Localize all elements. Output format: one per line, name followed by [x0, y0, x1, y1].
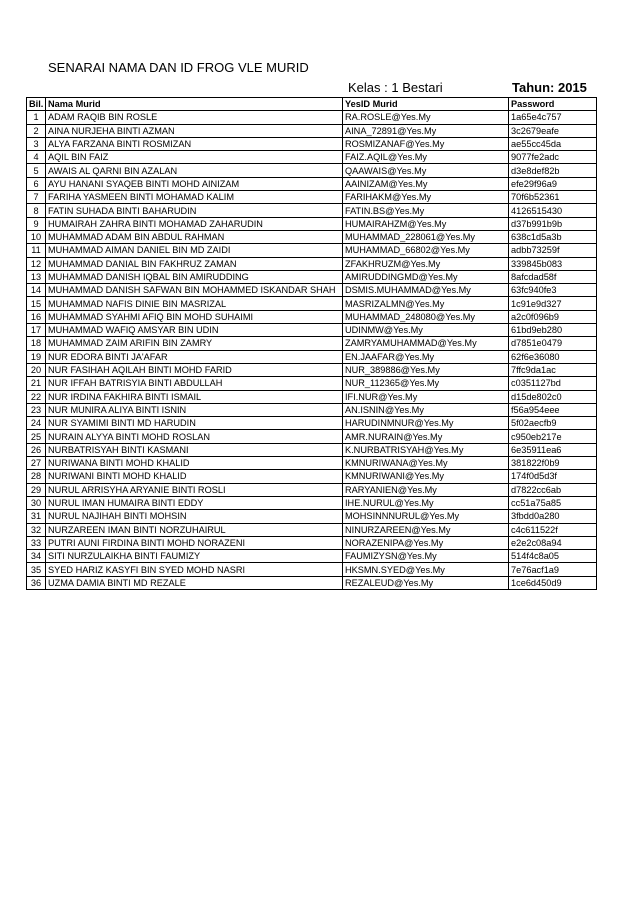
- table-row: [27, 310, 597, 323]
- cell-nama: NURUL NAJIHAH BINTI MOHSIN: [46, 510, 343, 523]
- table-row: [27, 470, 597, 483]
- cell-yesid: MASRIZALMN@Yes.My: [343, 297, 509, 310]
- cell-password: f56a954eee: [509, 403, 597, 416]
- cell-nama: MUHAMMAD DANISH SAFWAN BIN MOHAMMED ISKANDAR SHAH: [46, 284, 343, 297]
- cell-yesid: MUHAMMAD_66802@Yes.My: [343, 244, 509, 257]
- cell-bil: 33: [27, 536, 46, 549]
- table-row: [27, 244, 597, 257]
- cell-password: 339845b083: [509, 257, 597, 270]
- year-label: Tahun: 2015: [512, 80, 587, 95]
- table-row: [27, 217, 597, 230]
- table-row: [27, 523, 597, 536]
- table-row: [27, 191, 597, 204]
- table-body: [27, 111, 597, 590]
- cell-bil: 9: [27, 217, 46, 230]
- cell-nama: MUHAMMAD DANISH IQBAL BIN AMIRUDDING: [46, 270, 343, 283]
- cell-nama: ALYA FARZANA BINTI ROSMIZAN: [46, 137, 343, 150]
- table-row: [27, 457, 597, 470]
- cell-yesid: FATIN.BS@Yes.My: [343, 204, 509, 217]
- cell-bil: 35: [27, 563, 46, 576]
- cell-password: adbb73259f: [509, 244, 597, 257]
- cell-yesid: KMNURIWANI@Yes.My: [343, 470, 509, 483]
- cell-yesid: K.NURBATRISYAH@Yes.My: [343, 443, 509, 456]
- header-nama: Nama Murid: [46, 98, 343, 111]
- cell-bil: 15: [27, 297, 46, 310]
- cell-password: c950eb217e: [509, 430, 597, 443]
- cell-nama: NUR FASIHAH AQILAH BINTI MOHD FARID: [46, 363, 343, 376]
- cell-nama: AINA NURJEHA BINTI AZMAN: [46, 124, 343, 137]
- table-row: [27, 443, 597, 456]
- cell-bil: 16: [27, 310, 46, 323]
- cell-nama: NUR IRDINA FAKHIRA BINTI ISMAIL: [46, 390, 343, 403]
- cell-yesid: ROSMIZANAF@Yes.My: [343, 137, 509, 150]
- cell-yesid: QAAWAIS@Yes.My: [343, 164, 509, 177]
- cell-password: 61bd9eb280: [509, 324, 597, 337]
- cell-yesid: EN.JAAFAR@Yes.My: [343, 350, 509, 363]
- cell-nama: SYED HARIZ KASYFI BIN SYED MOHD NASRI: [46, 563, 343, 576]
- cell-password: 9077fe2adc: [509, 151, 597, 164]
- cell-yesid: IFI.NUR@Yes.My: [343, 390, 509, 403]
- cell-password: e2e2c08a94: [509, 536, 597, 549]
- cell-yesid: RARYANIEN@Yes.My: [343, 483, 509, 496]
- table-row: [27, 270, 597, 283]
- cell-bil: 5: [27, 164, 46, 177]
- cell-password: 174f0d5d3f: [509, 470, 597, 483]
- cell-bil: 23: [27, 403, 46, 416]
- cell-password: 381822f0b9: [509, 457, 597, 470]
- cell-nama: NUR SYAMIMI BINTI MD HARUDIN: [46, 417, 343, 430]
- cell-bil: 2: [27, 124, 46, 137]
- cell-yesid: ZFAKHRUZM@Yes.My: [343, 257, 509, 270]
- cell-nama: MUHAMMAD SYAHMI AFIQ BIN MOHD SUHAIMI: [46, 310, 343, 323]
- cell-bil: 7: [27, 191, 46, 204]
- cell-nama: NURIWANI BINTI MOHD KHALID: [46, 470, 343, 483]
- cell-yesid: ZAMRYAMUHAMMAD@Yes.My: [343, 337, 509, 350]
- table-row: [27, 297, 597, 310]
- student-table: [26, 97, 597, 590]
- cell-yesid: FAIZ.AQIL@Yes.My: [343, 151, 509, 164]
- cell-nama: MUHAMMAD AIMAN DANIEL BIN MD ZAIDI: [46, 244, 343, 257]
- cell-nama: UZMA DAMIA BINTI MD REZALE: [46, 576, 343, 589]
- cell-bil: 6: [27, 177, 46, 190]
- table-row: [27, 417, 597, 430]
- cell-nama: PUTRI AUNI FIRDINA BINTI MOHD NORAZENI: [46, 536, 343, 549]
- cell-yesid: DSMIS.MUHAMMAD@Yes.My: [343, 284, 509, 297]
- cell-nama: AWAIS AL QARNI BIN AZALAN: [46, 164, 343, 177]
- cell-password: 70f6b52361: [509, 191, 597, 204]
- cell-nama: NURUL IMAN HUMAIRA BINTI EDDY: [46, 496, 343, 509]
- table-row: [27, 563, 597, 576]
- table-row: [27, 337, 597, 350]
- table-row: [27, 151, 597, 164]
- table-row: [27, 230, 597, 243]
- cell-password: 3c2679eafe: [509, 124, 597, 137]
- cell-nama: ADAM RAQIB BIN ROSLE: [46, 111, 343, 124]
- cell-password: 7ffc9da1ac: [509, 363, 597, 376]
- cell-bil: 10: [27, 230, 46, 243]
- cell-password: 7e76acf1a9: [509, 563, 597, 576]
- cell-yesid: NINURZAREEN@Yes.My: [343, 523, 509, 536]
- cell-yesid: MUHAMMAD_228061@Yes.My: [343, 230, 509, 243]
- table-row: [27, 124, 597, 137]
- cell-yesid: FARIHAKM@Yes.My: [343, 191, 509, 204]
- cell-yesid: KMNURIWANA@Yes.My: [343, 457, 509, 470]
- table-row: [27, 137, 597, 150]
- cell-bil: 25: [27, 430, 46, 443]
- cell-password: 8afcdad58f: [509, 270, 597, 283]
- cell-yesid: HKSMN.SYED@Yes.My: [343, 563, 509, 576]
- cell-password: 5f02aecfb9: [509, 417, 597, 430]
- cell-bil: 8: [27, 204, 46, 217]
- cell-yesid: FAUMIZYSN@Yes.My: [343, 550, 509, 563]
- cell-nama: AYU HANANI SYAQEB BINTI MOHD AINIZAM: [46, 177, 343, 190]
- cell-bil: 11: [27, 244, 46, 257]
- cell-yesid: RA.ROSLE@Yes.My: [343, 111, 509, 124]
- cell-yesid: HARUDINMNUR@Yes.My: [343, 417, 509, 430]
- cell-nama: NURIWANA BINTI MOHD KHALID: [46, 457, 343, 470]
- header-bil: Bil.: [27, 98, 46, 111]
- cell-bil: 36: [27, 576, 46, 589]
- cell-nama: NURBATRISYAH BINTI KASMANI: [46, 443, 343, 456]
- cell-password: c4c611522f: [509, 523, 597, 536]
- table-row: [27, 177, 597, 190]
- cell-password: 1a65e4c757: [509, 111, 597, 124]
- table-row: [27, 496, 597, 509]
- cell-nama: FARIHA YASMEEN BINTI MOHAMAD KALIM: [46, 191, 343, 204]
- cell-password: c0351127bd: [509, 377, 597, 390]
- cell-yesid: AN.ISNIN@Yes.My: [343, 403, 509, 416]
- cell-password: 638c1d5a3b: [509, 230, 597, 243]
- table-row: [27, 377, 597, 390]
- table-row: [27, 536, 597, 549]
- cell-bil: 24: [27, 417, 46, 430]
- cell-yesid: AMR.NURAIN@Yes.My: [343, 430, 509, 443]
- cell-nama: SITI NURZULAIKHA BINTI FAUMIZY: [46, 550, 343, 563]
- cell-bil: 21: [27, 377, 46, 390]
- table-row: [27, 111, 597, 124]
- table-row: [27, 324, 597, 337]
- cell-nama: AQIL BIN FAIZ: [46, 151, 343, 164]
- table-row: [27, 550, 597, 563]
- cell-password: ae55cc45da: [509, 137, 597, 150]
- cell-yesid: NUR_389886@Yes.My: [343, 363, 509, 376]
- header-password: Password: [509, 98, 597, 111]
- cell-bil: 13: [27, 270, 46, 283]
- cell-yesid: IHE.NURUL@Yes.My: [343, 496, 509, 509]
- cell-password: 4126515430: [509, 204, 597, 217]
- cell-bil: 12: [27, 257, 46, 270]
- cell-bil: 19: [27, 350, 46, 363]
- cell-yesid: AINA_72891@Yes.My: [343, 124, 509, 137]
- table-row: [27, 430, 597, 443]
- cell-password: 1c91e9d327: [509, 297, 597, 310]
- cell-nama: NURUL ARRISYHA ARYANIE BINTI ROSLI: [46, 483, 343, 496]
- cell-password: d7822cc6ab: [509, 483, 597, 496]
- table-row: [27, 510, 597, 523]
- table-row: [27, 164, 597, 177]
- cell-nama: FATIN SUHADA BINTI BAHARUDIN: [46, 204, 343, 217]
- cell-yesid: AAINIZAM@Yes.My: [343, 177, 509, 190]
- cell-password: 514f4c8a05: [509, 550, 597, 563]
- class-label: Kelas : 1 Bestari: [348, 80, 443, 95]
- cell-password: 6e35911ea6: [509, 443, 597, 456]
- cell-bil: 28: [27, 470, 46, 483]
- cell-bil: 1: [27, 111, 46, 124]
- cell-nama: MUHAMMAD ZAIM ARIFIN BIN ZAMRY: [46, 337, 343, 350]
- cell-yesid: AMIRUDDINGMD@Yes.My: [343, 270, 509, 283]
- cell-nama: NUR EDORA BINTI JA'AFAR: [46, 350, 343, 363]
- cell-bil: 26: [27, 443, 46, 456]
- cell-password: efe29f96a9: [509, 177, 597, 190]
- cell-password: cc51a75a85: [509, 496, 597, 509]
- document-title: SENARAI NAMA DAN ID FROG VLE MURID: [48, 60, 309, 75]
- cell-nama: NUR MUNIRA ALIYA BINTI ISNIN: [46, 403, 343, 416]
- table-row: [27, 257, 597, 270]
- cell-bil: 4: [27, 151, 46, 164]
- cell-bil: 27: [27, 457, 46, 470]
- header-yesid: YesID Murid: [343, 98, 509, 111]
- cell-bil: 3: [27, 137, 46, 150]
- cell-yesid: NUR_112365@Yes.My: [343, 377, 509, 390]
- cell-bil: 17: [27, 324, 46, 337]
- cell-nama: NURAIN ALYYA BINTI MOHD ROSLAN: [46, 430, 343, 443]
- cell-password: a2c0f096b9: [509, 310, 597, 323]
- table-row: [27, 284, 597, 297]
- table-row: [27, 483, 597, 496]
- cell-bil: 20: [27, 363, 46, 376]
- cell-password: d15de802c0: [509, 390, 597, 403]
- cell-nama: MUHAMMAD NAFIS DINIE BIN MASRIZAL: [46, 297, 343, 310]
- cell-bil: 31: [27, 510, 46, 523]
- cell-password: 63fc940fe3: [509, 284, 597, 297]
- cell-bil: 29: [27, 483, 46, 496]
- table-row: [27, 363, 597, 376]
- cell-nama: HUMAIRAH ZAHRA BINTI MOHAMAD ZAHARUDIN: [46, 217, 343, 230]
- table-row: [27, 403, 597, 416]
- table-row: [27, 576, 597, 589]
- table-header-row: [27, 98, 597, 111]
- cell-yesid: MUHAMMAD_248080@Yes.My: [343, 310, 509, 323]
- cell-bil: 30: [27, 496, 46, 509]
- cell-password: d37b991b9b: [509, 217, 597, 230]
- cell-password: 1ce6d450d9: [509, 576, 597, 589]
- cell-password: 62f6e36080: [509, 350, 597, 363]
- table-row: [27, 350, 597, 363]
- cell-nama: MUHAMMAD DANIAL BIN FAKHRUZ ZAMAN: [46, 257, 343, 270]
- cell-nama: MUHAMMAD WAFIQ AMSYAR BIN UDIN: [46, 324, 343, 337]
- cell-password: d3e8def82b: [509, 164, 597, 177]
- cell-yesid: NORAZENIPA@Yes.My: [343, 536, 509, 549]
- cell-yesid: REZALEUD@Yes.My: [343, 576, 509, 589]
- cell-yesid: UDINMW@Yes.My: [343, 324, 509, 337]
- cell-password: d7851e0479: [509, 337, 597, 350]
- cell-bil: 32: [27, 523, 46, 536]
- cell-bil: 18: [27, 337, 46, 350]
- cell-yesid: HUMAIRAHZM@Yes.My: [343, 217, 509, 230]
- table-row: [27, 390, 597, 403]
- cell-yesid: MOHSINNNURUL@Yes.My: [343, 510, 509, 523]
- cell-bil: 14: [27, 284, 46, 297]
- cell-password: 3fbdd0a280: [509, 510, 597, 523]
- table-row: [27, 204, 597, 217]
- cell-nama: MUHAMMAD ADAM BIN ABDUL RAHMAN: [46, 230, 343, 243]
- cell-nama: NURZAREEN IMAN BINTI NORZUHAIRUL: [46, 523, 343, 536]
- cell-bil: 22: [27, 390, 46, 403]
- cell-nama: NUR IFFAH BATRISYIA BINTI ABDULLAH: [46, 377, 343, 390]
- cell-bil: 34: [27, 550, 46, 563]
